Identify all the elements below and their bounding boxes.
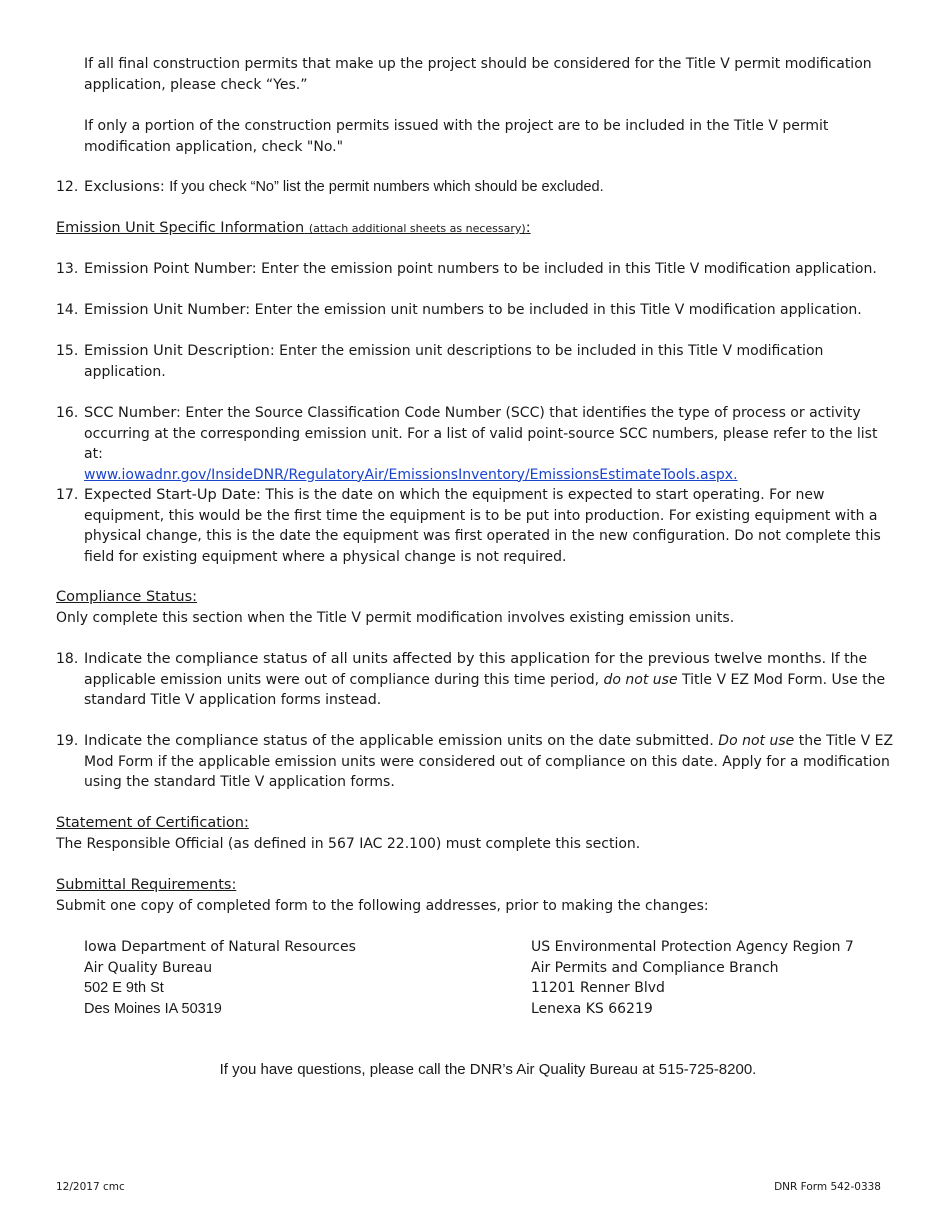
section-colon: :: [525, 220, 531, 236]
item-label: Exclusions:: [84, 179, 165, 195]
item-text: the Title V EZ Mod Form if the applicable emission units were considered out of compliance on this date. Apply for a modification using the standard Title V application forms.: [84, 733, 894, 790]
emission-section-heading: [56, 218, 896, 240]
address-line: Air Permits and Compliance Branch: [531, 959, 779, 976]
item-number: 18.: [56, 651, 79, 667]
item-number: 14.: [56, 302, 79, 318]
address-iowa-dnr: [84, 937, 356, 1019]
address-line: 502 E 9th St: [84, 980, 164, 996]
item-label: Emission Unit Number:: [84, 302, 251, 318]
compliance-text: Only complete this section when the Title V permit modification involves existing emission units.: [56, 610, 735, 626]
scc-list-link[interactable]: www.iowadnr.gov/InsideDNR/RegulatoryAir/EmissionsInventory/EmissionsEstimateTools.aspx.: [84, 466, 738, 483]
intro-paragraph-1: If all final construction permits that make up the project should be considered for the Title V permit modification application, please check “Yes.”: [84, 56, 872, 93]
item-label: SCC Number:: [84, 405, 181, 421]
item-number: 17.: [56, 487, 79, 503]
address-line: Air Quality Bureau: [84, 959, 213, 976]
contact-line: If you have questions, please call the DNR’s Air Quality Bureau at 515-725-8200.: [219, 1061, 757, 1078]
address-line: 11201 Renner Blvd: [531, 980, 665, 996]
address-line: Lenexa KS 66219: [531, 1000, 653, 1017]
item-number: 16.: [56, 405, 79, 421]
item-text: Enter the emission unit descriptions to be included in this Title V modification application.: [84, 343, 824, 380]
address-line: Iowa Department of Natural Resources: [84, 939, 356, 955]
item-text: This is the date on which the equipment is expected to start operating. For new equipment, this would be the first time the equipment is to be put into production. For existing equipment with a physical change, this is the date the equipment was first operated in the new configuration. Do not complete this field for existing equipment where a physical change is not required.: [84, 487, 881, 565]
address-line: Des Moines IA 50319: [84, 1000, 222, 1017]
item-number: 15.: [56, 343, 79, 359]
item-label: Indicate the compliance status of the applicable emission units on the date submitted.: [84, 733, 714, 749]
item-text: Enter the emission unit numbers to be included in this Title V modification application.: [254, 302, 862, 318]
submittal-text: Submit one copy of completed form to the following addresses, prior to making the changes:: [56, 898, 709, 914]
item-number: 13.: [56, 261, 79, 277]
item-text: If the applicable emission units were out of compliance during this time period,: [84, 651, 868, 688]
address-line: US Environmental Protection Agency Region 7: [531, 939, 854, 955]
item-emphasis: Do not use: [718, 733, 795, 749]
certification-heading: Statement of Certification:: [56, 815, 249, 831]
item-number: 19.: [56, 733, 79, 749]
item-label: Emission Unit Description:: [84, 343, 275, 359]
submittal-heading: Submittal Requirements:: [56, 877, 237, 893]
compliance-heading: Compliance Status:: [56, 589, 198, 605]
item-label: Indicate the compliance status of all units affected by this application for the previous twelve months.: [84, 651, 827, 667]
address-us-epa: [531, 937, 854, 1019]
item-text: If you check “No” list the permit numbers which should be excluded.: [169, 179, 604, 195]
footer-date: 12/2017 cmc: [56, 1181, 125, 1193]
certification-text: The Responsible Official (as defined in 567 IAC 22.100) must complete this section.: [56, 836, 641, 852]
footer-form-number: DNR Form 542-0338: [774, 1181, 881, 1193]
section-title: Emission Unit Specific Information: [56, 220, 305, 236]
item-label: Emission Point Number:: [84, 261, 257, 277]
item-label: Expected Start-Up Date:: [84, 487, 261, 503]
item-text: Enter the emission point numbers to be included in this Title V modification application.: [261, 261, 877, 277]
item-text-continued: Title V EZ Mod Form. Use the standard Title V application forms instead.: [84, 671, 886, 708]
item-number: 12.: [56, 179, 79, 195]
intro-paragraph-2: If only a portion of the construction permits issued with the project are to be included in the Title V permit modification application, check "No.": [84, 118, 829, 155]
section-note: (attach additional sheets as necessary): [308, 222, 526, 235]
item-emphasis: do not use: [603, 671, 678, 688]
item-text: Enter the Source Classification Code Number (SCC) that identifies the type of process or activity occurring at the corresponding emission unit. For a list of valid point-source SCC numbers, please refer to the list at:: [84, 405, 878, 462]
